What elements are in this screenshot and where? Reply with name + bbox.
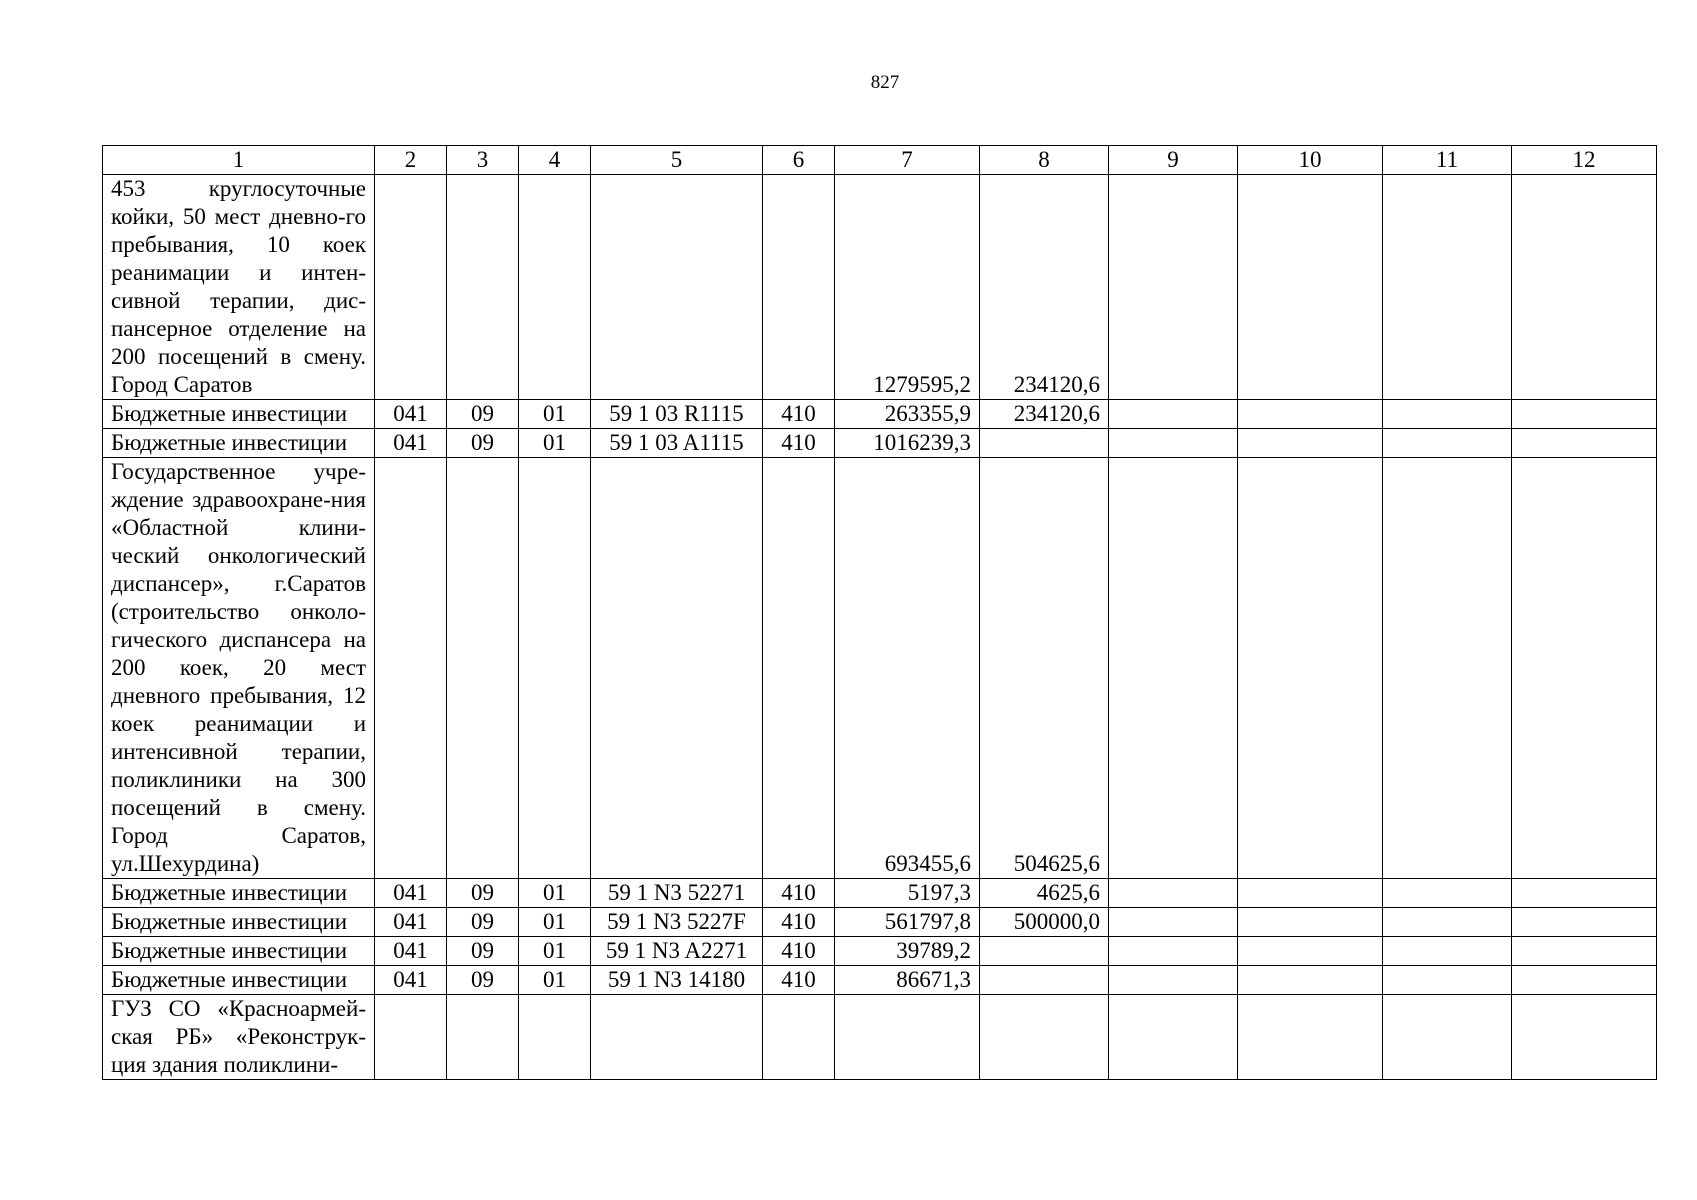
header-row xyxy=(103,146,1657,175)
column-header: 4 xyxy=(519,146,591,175)
table-cell: 09 xyxy=(447,879,519,908)
table-cell: 1016239,3 xyxy=(835,429,980,458)
table-cell-empty xyxy=(1238,937,1383,966)
table-cell: 86671,3 xyxy=(835,966,980,995)
table-cell: 59 1 N3 14180 xyxy=(591,966,763,995)
row-description: Бюджетные инвестиции xyxy=(103,937,375,966)
table-cell: 410 xyxy=(763,400,835,429)
table-row-investment xyxy=(103,937,1657,966)
table-cell-empty xyxy=(1512,966,1657,995)
column-header: 6 xyxy=(763,146,835,175)
row-description: 453 круглосуточные койки, 50 мест дневно-го пребывания, 10 коек реанимации и интен-сивной терапии, дис-пансерное отделение на 200 посещений в смену. Город Саратов xyxy=(103,175,375,400)
table-cell-empty xyxy=(1512,429,1657,458)
table-row-investment xyxy=(103,879,1657,908)
table-cell: 09 xyxy=(447,966,519,995)
table-cell: 410 xyxy=(763,879,835,908)
table-cell-empty xyxy=(1383,966,1512,995)
table-cell-empty xyxy=(1512,458,1657,879)
table-cell-empty xyxy=(1383,400,1512,429)
table-cell xyxy=(375,458,447,879)
row-description: Бюджетные инвестиции xyxy=(103,908,375,937)
row-description: ГУЗ СО «Красноармей-ская РБ» «Реконструк-ция здания поликлини- xyxy=(103,995,375,1080)
table-cell: 041 xyxy=(375,879,447,908)
table-cell: 1279595,2 xyxy=(835,175,980,400)
table-cell xyxy=(980,995,1109,1080)
table-cell xyxy=(591,995,763,1080)
table-cell: 263355,9 xyxy=(835,400,980,429)
table-cell xyxy=(519,458,591,879)
table-cell-empty xyxy=(1109,937,1238,966)
table-cell-empty xyxy=(1109,400,1238,429)
column-header: 11 xyxy=(1383,146,1512,175)
table-cell-empty xyxy=(1512,995,1657,1080)
table-cell-empty xyxy=(1512,400,1657,429)
table-row-object xyxy=(103,995,1657,1080)
table-cell xyxy=(447,458,519,879)
table-cell: 410 xyxy=(763,966,835,995)
table-cell: 01 xyxy=(519,908,591,937)
table-cell: 410 xyxy=(763,937,835,966)
table-cell-empty xyxy=(1383,908,1512,937)
table-cell-empty xyxy=(1109,879,1238,908)
table-cell: 504625,6 xyxy=(980,458,1109,879)
table-cell xyxy=(763,458,835,879)
table-cell-empty xyxy=(1383,879,1512,908)
table-cell-empty xyxy=(1512,879,1657,908)
table-body xyxy=(103,175,1657,1080)
table-cell-empty xyxy=(1109,966,1238,995)
table-cell xyxy=(980,966,1109,995)
table-cell: 01 xyxy=(519,400,591,429)
table-row-investment xyxy=(103,966,1657,995)
table-cell-empty xyxy=(1238,966,1383,995)
row-description: Государственное учре-ждение здравоохране-ния «Областной клини-ческий онкологический диспансер», г.Саратов (строительство онколо-гического диспансера на 200 коек, 20 мест дневного пребывания, 12 коек реанимации и интенсивной терапии, поликлиники на 300 посещений в смену. Город Саратов, ул.Шехурдина) xyxy=(103,458,375,879)
table-cell: 410 xyxy=(763,429,835,458)
table-cell-empty xyxy=(1383,458,1512,879)
row-description: Бюджетные инвестиции xyxy=(103,400,375,429)
table-cell: 09 xyxy=(447,429,519,458)
table-cell: 041 xyxy=(375,966,447,995)
table-cell: 01 xyxy=(519,879,591,908)
table-cell-empty xyxy=(1238,458,1383,879)
table-cell: 59 1 03 R1115 xyxy=(591,400,763,429)
table-cell-empty xyxy=(1512,175,1657,400)
table-cell: 500000,0 xyxy=(980,908,1109,937)
table-cell-empty xyxy=(1383,995,1512,1080)
table-cell: 041 xyxy=(375,908,447,937)
table-cell: 39789,2 xyxy=(835,937,980,966)
table-cell: 234120,6 xyxy=(980,400,1109,429)
table-cell: 59 1 N3 A2271 xyxy=(591,937,763,966)
table-cell: 01 xyxy=(519,937,591,966)
page-number: 827 xyxy=(870,72,900,93)
table-cell-empty xyxy=(1238,995,1383,1080)
table-cell xyxy=(447,995,519,1080)
table-row-investment xyxy=(103,429,1657,458)
table-row-investment xyxy=(103,400,1657,429)
table-cell-empty xyxy=(1238,400,1383,429)
table-row-object xyxy=(103,175,1657,400)
table-cell-empty xyxy=(1238,175,1383,400)
table-cell xyxy=(763,175,835,400)
table-cell-empty xyxy=(1109,908,1238,937)
table-cell-empty xyxy=(1109,175,1238,400)
table-cell: 041 xyxy=(375,937,447,966)
row-description: Бюджетные инвестиции xyxy=(103,966,375,995)
column-header: 9 xyxy=(1109,146,1238,175)
table-cell: 09 xyxy=(447,908,519,937)
table-row-object xyxy=(103,458,1657,879)
table-cell: 09 xyxy=(447,400,519,429)
table-cell: 041 xyxy=(375,400,447,429)
table-cell-empty xyxy=(1109,429,1238,458)
table-cell: 59 1 N3 5227F xyxy=(591,908,763,937)
table-cell xyxy=(375,995,447,1080)
table-cell-empty xyxy=(1238,429,1383,458)
table-cell: 410 xyxy=(763,908,835,937)
table-cell: 01 xyxy=(519,429,591,458)
table-cell: 59 1 03 A1115 xyxy=(591,429,763,458)
table-cell: 041 xyxy=(375,429,447,458)
table-cell-empty xyxy=(1512,937,1657,966)
table-cell-empty xyxy=(1383,175,1512,400)
row-description: Бюджетные инвестиции xyxy=(103,429,375,458)
table-cell xyxy=(835,995,980,1080)
table-cell: 09 xyxy=(447,937,519,966)
table-cell-empty xyxy=(1109,995,1238,1080)
table-cell: 561797,8 xyxy=(835,908,980,937)
table-cell xyxy=(980,937,1109,966)
table-row-investment xyxy=(103,908,1657,937)
column-header: 8 xyxy=(980,146,1109,175)
table-cell xyxy=(591,175,763,400)
table-cell: 693455,6 xyxy=(835,458,980,879)
table-cell: 234120,6 xyxy=(980,175,1109,400)
table-cell-empty xyxy=(1512,908,1657,937)
table-cell-empty xyxy=(1383,937,1512,966)
table-cell xyxy=(447,175,519,400)
column-header: 5 xyxy=(591,146,763,175)
column-header: 2 xyxy=(375,146,447,175)
table-cell: 59 1 N3 52271 xyxy=(591,879,763,908)
table-cell xyxy=(980,429,1109,458)
budget-table xyxy=(102,145,1657,1080)
table-cell xyxy=(375,175,447,400)
column-header: 3 xyxy=(447,146,519,175)
table-cell: 01 xyxy=(519,966,591,995)
table-cell xyxy=(519,995,591,1080)
table-cell-empty xyxy=(1383,429,1512,458)
column-header: 1 xyxy=(103,146,375,175)
table-cell xyxy=(519,175,591,400)
row-description: Бюджетные инвестиции xyxy=(103,879,375,908)
column-header: 10 xyxy=(1238,146,1383,175)
table-cell xyxy=(763,995,835,1080)
table-cell xyxy=(591,458,763,879)
column-header: 12 xyxy=(1512,146,1657,175)
table-cell-empty xyxy=(1238,908,1383,937)
column-header: 7 xyxy=(835,146,980,175)
table-cell: 5197,3 xyxy=(835,879,980,908)
table-cell-empty xyxy=(1238,879,1383,908)
table-cell-empty xyxy=(1109,458,1238,879)
table-cell: 4625,6 xyxy=(980,879,1109,908)
